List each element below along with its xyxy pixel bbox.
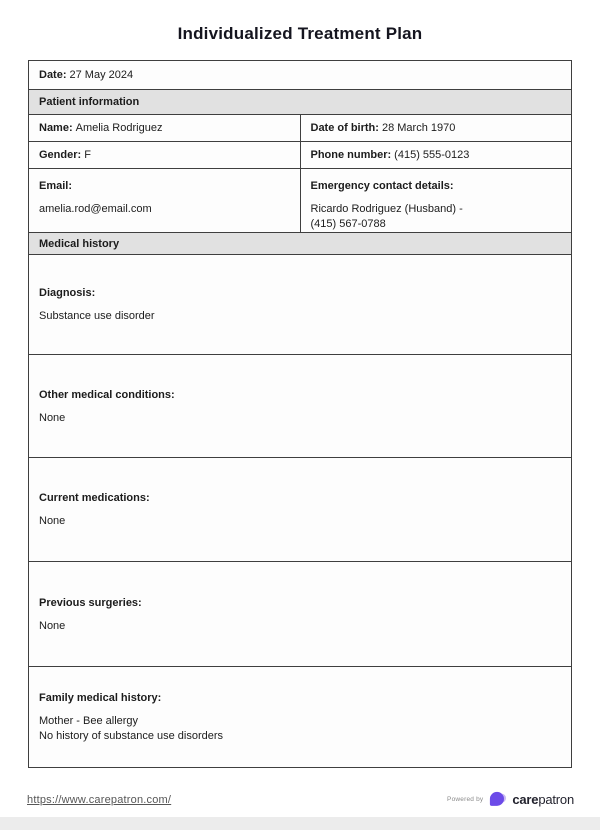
diagnosis-label: Diagnosis: (39, 287, 96, 299)
name-value: Amelia Rodriguez (75, 122, 163, 134)
name-cell (29, 115, 301, 142)
previous-surgeries-value: None (39, 619, 66, 632)
emergency-contact-cell (300, 169, 572, 233)
page-footer (0, 790, 600, 809)
current-medications-cell (29, 458, 572, 562)
name-dob-row (29, 115, 572, 142)
diagnosis-value: Substance use disorder (39, 310, 155, 322)
email-value: amelia.rod@email.com (39, 203, 152, 215)
brand-text-care: care (512, 792, 539, 807)
date-of-birth-label: Date of birth: (310, 122, 379, 134)
other-medical-conditions-value: None (39, 411, 66, 424)
treatment-plan-table (28, 60, 572, 768)
email-cell (29, 169, 301, 233)
diagnosis-row (29, 255, 572, 355)
gender-phone-row (29, 142, 572, 169)
current-medications-value: None (39, 515, 66, 527)
family-medical-history-cell (29, 667, 572, 768)
diagnosis-cell (29, 255, 572, 355)
email-emergency-row (29, 169, 572, 233)
family-medical-history-value-line2: No history of substance use disorders (39, 729, 224, 742)
powered-by-badge (447, 790, 574, 809)
current-medications-label: Current medications: (39, 492, 150, 504)
emergency-contact-value-line2: (415) 567-0788 (310, 218, 386, 230)
family-medical-history-row (29, 667, 572, 768)
patient-information-section-row (29, 90, 572, 115)
emergency-contact-label: Emergency contact details: (310, 180, 454, 192)
date-value: 27 May 2024 (69, 69, 134, 81)
date-of-birth-value: 28 March 1970 (381, 122, 456, 134)
name-label: Name: (39, 122, 73, 134)
family-medical-history-label: Family medical history: (39, 691, 162, 704)
email-label: Email: (39, 180, 73, 192)
date-cell (29, 61, 572, 90)
current-medications-row (29, 458, 572, 562)
previous-surgeries-label: Previous surgeries: (39, 596, 142, 609)
section-header-patient-information: Patient information (29, 90, 572, 115)
phone-number-cell (300, 142, 572, 169)
carepatron-bubble-icon (488, 790, 507, 809)
other-medical-conditions-row (29, 355, 572, 458)
powered-by-text: Powered by (447, 796, 484, 803)
other-medical-conditions-cell (29, 355, 572, 458)
gender-label: Gender: (39, 149, 82, 161)
previous-surgeries-cell (29, 562, 572, 667)
phone-number-label: Phone number: (310, 149, 392, 161)
family-medical-history-value-line1: Mother - Bee allergy (39, 714, 139, 727)
brand-text-patron: patron (538, 792, 574, 807)
page-title: Individualized Treatment Plan (177, 24, 423, 43)
gender-value: F (84, 149, 91, 161)
section-header-medical-history: Medical history (29, 233, 572, 255)
medical-history-section-row (29, 233, 572, 255)
date-label: Date: (39, 69, 67, 81)
page-bottom-edge (0, 817, 600, 830)
date-of-birth-cell (300, 115, 572, 142)
other-medical-conditions-label: Other medical conditions: (39, 388, 175, 401)
carepatron-url-link[interactable]: https://www.carepatron.com/ (27, 793, 172, 806)
emergency-contact-value-line1: Ricardo Rodriguez (Husband) - (310, 203, 463, 215)
date-row (29, 61, 572, 90)
phone-number-value: (415) 555-0123 (394, 149, 470, 161)
carepatron-wordmark (512, 792, 574, 807)
previous-surgeries-row (29, 562, 572, 667)
gender-cell (29, 142, 301, 169)
